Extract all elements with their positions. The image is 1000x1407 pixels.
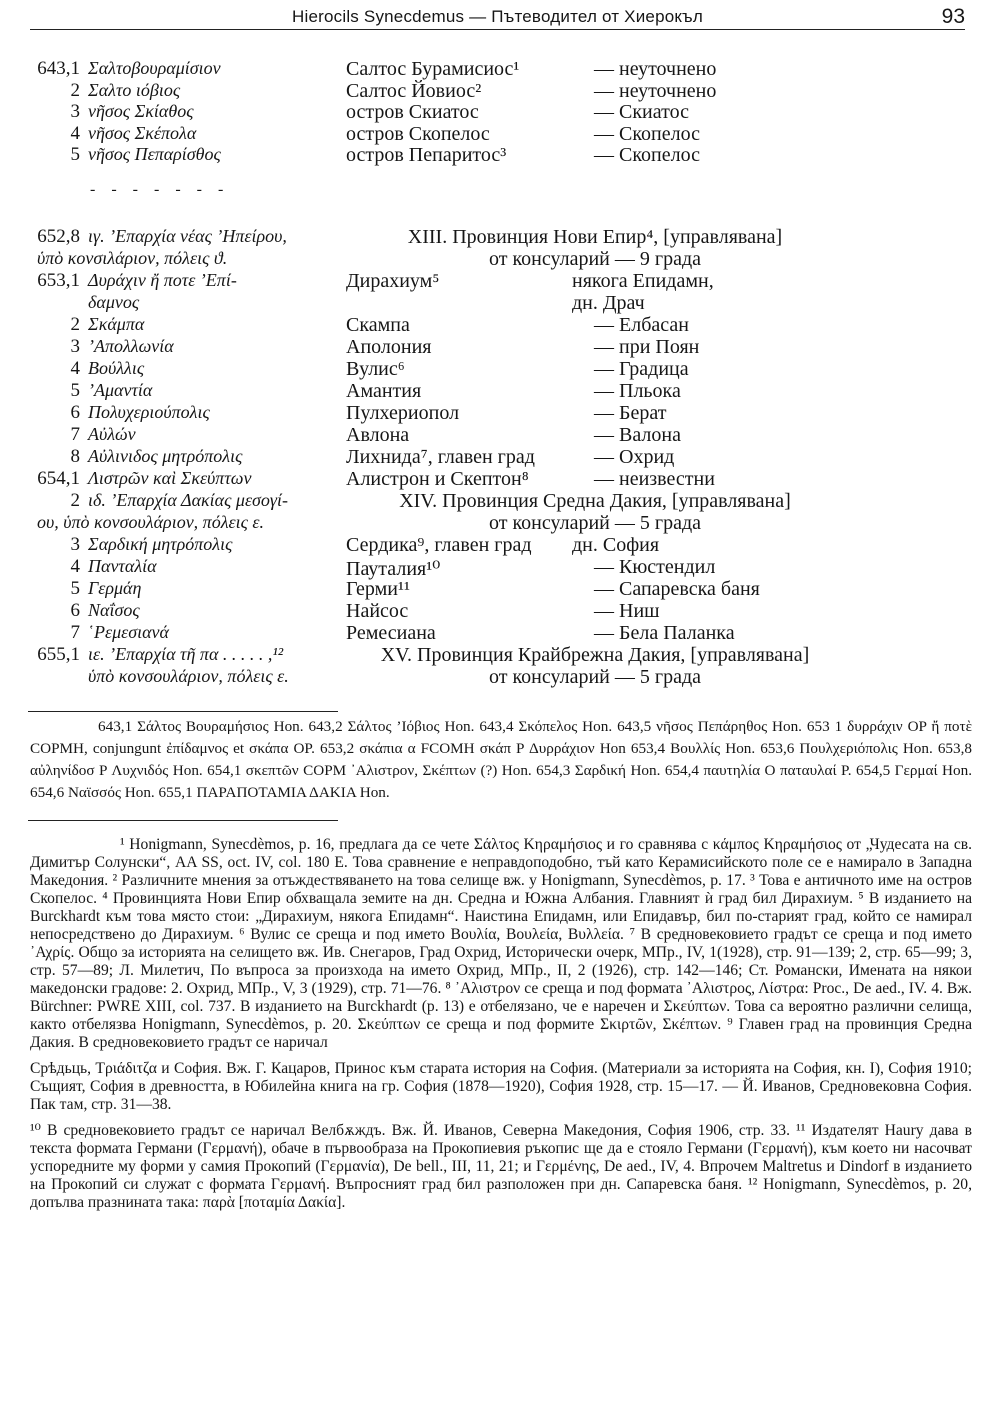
- list-row: [0, 490, 1000, 512]
- footnotes: [30, 836, 972, 1212]
- modern-name: — Ниш: [594, 600, 660, 622]
- list-row: [0, 402, 1000, 424]
- line-number: 8: [70, 446, 80, 467]
- footnote-block: Срѣдьць, Τριάδιτζα и София. Вж. Г. Кацаров, Принос към старата история на София. (Материали за историята на София, кн. I), София 1910; Същият, София в древността, в Юбилейна книга на гр. София (1878—1920), София 1928, стр. 15—17. — Й. Иванов, Средновековна София. Пак там, стр. 31—38.: [30, 1060, 972, 1113]
- modern-name: — Охрид: [594, 446, 675, 468]
- modern-name: — Градица: [594, 358, 689, 380]
- bulgarian-text: Пауталия¹⁰: [346, 558, 441, 580]
- list-row: [0, 446, 1000, 468]
- list-row: [0, 424, 1000, 446]
- greek-text: ιδ. ’Επαρχία Δακίας μεσογί-: [88, 490, 289, 510]
- greek-text: ’Απολλωνία: [88, 336, 174, 356]
- modern-name: — Сапаревска баня: [594, 578, 760, 600]
- greek-text: Σαλτοβουραμίσιον: [88, 58, 221, 78]
- line-number: 5: [70, 144, 80, 165]
- list-row: [0, 58, 1000, 80]
- greek-text: δαμνος: [88, 292, 140, 312]
- modern-name: — неуточнено: [594, 58, 717, 80]
- line-number: 6: [70, 600, 80, 621]
- footnote-block: ¹ Honigmann, Synecdèmos, p. 16, предлага да се чете Σάλτος Κηραμήσιος и го сравнява с κάμπος Κηραμήσιος от „Чудесата на св. Димитър Солунски“, AA SS, oct. IV, col. 180 E. Това сравнение е неправдоподобно, тъй като Керамисийското поле се е намирало в Западна Македония. ² Различните мнения за отъждествяването на това селище вж. у Honigmann, Synecdèmos, p. 17. ³ Това е античното име на остров Скопелос. ⁴ Провинцията Нови Епир обхващала земите на дн. Средна и Южна Албания. Главният ѝ град бил Дирахиум. ⁵ В изданието на Burckhardt към това място стои: „Дирахиум, някога Епидамн“. Наистина Епидамн, или Епидавър, бил по-старият град, който се намирал непосредствено до Дирахиум. ⁶ Вулис се среща и под името Βουλία, Βουλεία, Βυλλεία. ⁷ В средновековието градът се среща и под името ᾿Αχρίς. Общо за историята на селището вж. Ив. Снегаров, Град Охрид, Исторически очерк, МПр., IV, 1(1928), стр. 91—139; 2, стр. 65—99; 3, стр. 57—89; Л. Милетич, По въпроса за произхода на името Охрид, МПр., II, 2 (1926), стр. 142—146; Ст. Романски, Имената на някои македонски градове: 2. Охрид, МПр., V, 3 (1929), стр. 71—76. ⁸ ᾿Αλιστρον се среща и под формата ᾿Αλιστρος, Λίστρα: Proc., De aed., IV. 4. Вж. Bürchner: PWRE XIII, col. 737. В изданието на Burckhardt (p. 13) е отбелязано, че е наречен и Σκεύπτων. Това са вероятно различни селища, както отбелязва Honigmann, Synecdèmos, p. 20. Σκεύπτων се среща и под формите Σκιρτῶν, Σκέπτων. ⁹ Главен град на провинция Средна Дакия. В средновековието градът се наричал: [30, 836, 972, 1051]
- modern-name: дн. Драч: [572, 292, 645, 314]
- list-row: [0, 644, 1000, 666]
- line-number: 652,8: [37, 226, 80, 247]
- line-number: 2: [70, 79, 80, 101]
- line-number: 7: [70, 424, 80, 445]
- list-row: [0, 314, 1000, 336]
- bulgarian-text: Ремесиана: [346, 622, 436, 644]
- greek-text: Αὐλών: [88, 424, 136, 444]
- greek-text: Σκάμπα: [88, 314, 145, 334]
- line-number: 5: [70, 380, 80, 401]
- line-number: 654,1: [37, 468, 80, 489]
- greek-text: ιε. ’Επαρχία τῆ πα . . . . . ,¹²: [88, 644, 284, 664]
- bulgarian-text: Лихнида⁷, главен град: [346, 446, 535, 468]
- greek-text: Βούλλις: [88, 358, 145, 378]
- page-number: 93: [941, 5, 965, 28]
- list-row: [0, 622, 1000, 644]
- modern-name: — Скиатос: [594, 101, 689, 123]
- modern-name: — Скопелос: [594, 144, 700, 166]
- apparatus-rule: [28, 711, 338, 712]
- modern-name: — Скопелос: [594, 122, 700, 145]
- line-number: 643,1: [37, 58, 80, 79]
- bulgarian-text: Скампа: [346, 314, 410, 336]
- bulgarian-text: Салтос Бурамисиос¹: [346, 58, 520, 80]
- greek-text-continuation: ὑπὸ κονσιλάριον, πόλεις ϑ.: [37, 248, 228, 268]
- omission-dashes: - - - - - - -: [90, 181, 230, 198]
- modern-name: дн. София: [572, 534, 660, 556]
- line-number: 3: [70, 534, 80, 555]
- list-row: [0, 248, 1000, 270]
- notes-rule: [28, 820, 338, 821]
- province-heading: XV. Провинция Крайбрежна Дакия, [управлявана]: [380, 644, 810, 666]
- greek-text: Δυράχιν ἤ ποτε ’Επί-: [88, 270, 237, 290]
- province-heading: от консуларий — 5 града: [488, 666, 701, 688]
- greek-text: νῆσος Πεπαρίσθος: [88, 144, 221, 164]
- line-number: 3: [70, 336, 80, 357]
- modern-name: — Елбасан: [594, 314, 689, 336]
- bulgarian-text: Салтос Йовиос²: [346, 79, 482, 102]
- list-row: [0, 578, 1000, 600]
- list-row: [0, 534, 1000, 556]
- modern-name: — Пльока: [594, 380, 681, 402]
- list-row: [0, 270, 1000, 292]
- greek-text: νῆσος Σκέπολα: [88, 122, 197, 143]
- bulgarian-text: остров Скиатос: [346, 101, 479, 123]
- greek-text: ῾Ρεμεσιανά: [88, 622, 169, 642]
- province-heading: от консуларий — 9 града: [488, 248, 701, 270]
- line-number: 7: [70, 622, 80, 643]
- line-number: 655,1: [37, 644, 80, 665]
- greek-text: Ναΐσος: [88, 600, 140, 620]
- greek-text: Σαρδική μητρόπολις: [88, 534, 233, 554]
- greek-text: ιγ. ’Επαρχία νέας ’Ηπείρου,: [88, 226, 287, 246]
- bulgarian-text: Аполония: [346, 336, 432, 358]
- modern-name: — Кюстендил: [594, 556, 716, 578]
- line-number: 4: [70, 358, 80, 379]
- running-head: [30, 5, 965, 30]
- list-row: [0, 468, 1000, 490]
- line-number: 2: [70, 314, 80, 335]
- list-row: [0, 226, 1000, 248]
- greek-text: Γερμάη: [88, 578, 142, 598]
- list-row: [0, 666, 1000, 688]
- greek-text: Λιστρῶν καὶ Σκεύπτων: [88, 468, 252, 488]
- list-row: [0, 144, 1000, 166]
- greek-text: Πανταλία: [88, 556, 157, 576]
- footnote-block: ¹⁰ В средновековието градът се наричал Велбѫждъ. Вж. Й. Иванов, Северна Македония, София 1906, стр. 33. ¹¹ Издателят Haury дава в текста формата Германи (Γερμανή), обаче в първообраза на Прокопиевия ръкопис ще да е стояло Германи (Γερμανή), към което ни насочват успоредните му форми у самия Прокопий (Γερμανία), De bell., III, 11, 21; и Γερμένης, De aed., IV, 4. Впрочем Maltretus и Dindorf в изданието на Прокопий си служат с формата Γερμανή. Въпросният град бил разположен при дн. Сапаревска баня. ¹² Honigmann, Synecdèmos, p. 20, допълва празнината така: παρὰ [ποταμία Δακία].: [30, 1122, 972, 1211]
- bulgarian-text: Дирахиум⁵: [346, 270, 440, 292]
- greek-text: ὑπὸ κονσουλάριον, πόλεις ε.: [88, 666, 289, 686]
- greek-text: Πολυχεριούπολις: [88, 402, 210, 422]
- greek-text: Αὐλινιδος μητρόπολις: [88, 446, 243, 466]
- line-number: 6: [70, 402, 80, 423]
- line-number: 4: [70, 556, 80, 577]
- modern-name: — Бела Паланка: [594, 622, 735, 644]
- bulgarian-text: Герми¹¹: [346, 578, 410, 600]
- bulgarian-text: Алистрон и Скептон⁸: [346, 468, 529, 490]
- list-row: [0, 123, 1000, 145]
- modern-name: някога Епидамн,: [572, 270, 714, 292]
- line-number: 653,1: [37, 270, 80, 291]
- bulgarian-text: Амантия: [346, 380, 422, 402]
- modern-name: — Валона: [594, 424, 681, 446]
- line-number: 2: [70, 490, 80, 511]
- critical-apparatus: 643,1 Σάλτος Βουραμήσιος Hon. 643,2 Σάλτος ’Ιόβιος Hon. 643,4 Σκόπελος Hon. 643,5 νῆσος Πεπάρηθος Hon. 653 1 δυρράχιν OP ἤ ποτὲ COPMH, conjungunt ἐπίδαμνος et σκάπα OP. 653,2 σκάπια α FCOMH σκάπ P Δυρράχιον Hon 653,4 Βουλλίς Hon. 653,6 Πουλχεριόπολις Hon. 653,8 αὐληνίδοσ P Λυχνιδός Hon. 654,1 σκεπτῶν COPM ᾿Αλιστρον, Σκέπτων (?) Hon. 654,3 Σαρδική Hon. 654,4 παυτηλία O παταυλαί P. 654,5 Γερμαί Hon. 654,6 Ναϊσσός Hon. 655,1 ΠΑΡΑΠΟΤΑΜΙΑ ΔΑΚΙΑ Hon.: [30, 718, 972, 801]
- bulgarian-text: Авлона: [346, 424, 410, 446]
- province-heading: от консуларий — 5 града: [488, 512, 701, 534]
- list-row: [0, 80, 1000, 102]
- list-row: [0, 512, 1000, 534]
- line-number: 4: [70, 122, 80, 144]
- bulgarian-text: Найсос: [346, 600, 409, 622]
- province-heading: XIII. Провинция Нови Епир⁴, [управлявана]: [407, 226, 783, 248]
- bulgarian-text: Вулис⁶: [346, 358, 405, 380]
- province-heading: XIV. Провинция Средна Дакия, [управлявана]: [399, 490, 791, 512]
- greek-text-continuation: ου, ὑπὸ κονσουλάριον, πόλεις ε.: [37, 512, 264, 532]
- bulgarian-text: остров Скопелос: [346, 122, 490, 145]
- bulgarian-text: остров Пепаритос³: [346, 144, 507, 166]
- list-row: [0, 600, 1000, 622]
- greek-text: νῆσος Σκίαθος: [88, 101, 194, 121]
- bulgarian-text: Пулхериопол: [346, 402, 460, 424]
- running-title: Hierocils Synecdemus — Пътеводител от Хиерокъл: [292, 7, 703, 26]
- list-row: [0, 336, 1000, 358]
- list-row: [0, 358, 1000, 380]
- modern-name: — при Поян: [594, 336, 700, 358]
- bulgarian-text: Сердика⁹, главен град: [346, 534, 532, 556]
- modern-name: — неуточнено: [594, 79, 717, 102]
- greek-text: Σαλτο ιόβιος: [88, 79, 181, 100]
- list-row: [0, 292, 1000, 314]
- list-row: [0, 380, 1000, 402]
- greek-text: ’Αμαντία: [88, 380, 153, 400]
- line-number: 5: [70, 578, 80, 599]
- line-number: 3: [70, 101, 80, 122]
- list-row: [0, 101, 1000, 123]
- modern-name: — неизвестни: [594, 468, 715, 490]
- modern-name: — Берат: [594, 402, 667, 424]
- list-row: [0, 556, 1000, 578]
